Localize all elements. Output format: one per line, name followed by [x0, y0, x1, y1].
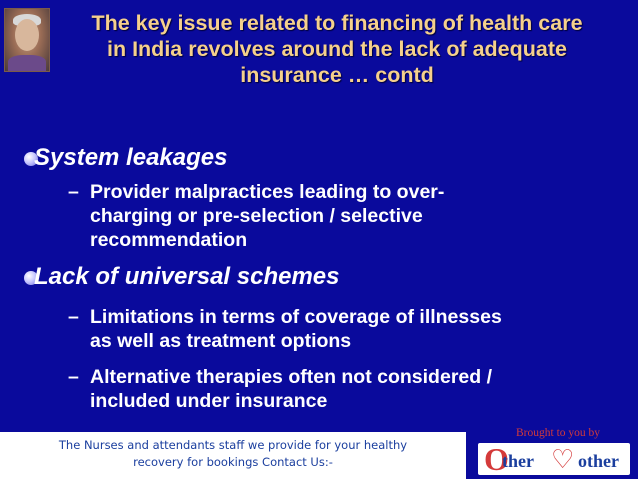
logo-text-ther: ther [502, 451, 534, 471]
sub-bullet-line: charging or pre-selection / selective [90, 205, 423, 227]
slide-title [52, 10, 622, 88]
title-line-1: The key issue related to financing of health care [91, 11, 583, 35]
sub-bullet-line: Limitations in terms of coverage of illnesses [90, 306, 502, 328]
contact-footer[interactable] [0, 432, 466, 479]
sub-bullet-alternative-therapies [68, 365, 492, 413]
photo-face [15, 19, 39, 51]
sub-bullet-line: Alternative therapies often not considered / [90, 366, 492, 388]
logo-o: O [484, 441, 509, 477]
sub-bullet-provider-malpractices [68, 180, 444, 252]
bullet-heading-system-leakages: System leakages [34, 144, 228, 171]
title-line-2: in India revolves around the lack of adequate [107, 37, 567, 61]
title-line-3: insurance … contd [240, 63, 434, 87]
heart-icon: ♡ [551, 444, 575, 474]
sub-bullet-limitations [68, 305, 502, 353]
photo-shirt [8, 55, 46, 71]
dash-marker: – [68, 306, 79, 328]
dash-marker: – [68, 181, 79, 203]
sub-bullet-line: recommendation [90, 229, 248, 251]
bullet-heading-universal-schemes: Lack of universal schemes [34, 263, 340, 290]
brought-to-you-by: Brought to you by [516, 427, 601, 439]
brand-logo[interactable] [478, 443, 630, 475]
presenter-photo [4, 8, 50, 72]
sub-bullet-line: as well as treatment options [90, 330, 352, 352]
footer-line-1: The Nurses and attendants staff we provide for your healthy [58, 438, 408, 452]
dash-marker: – [68, 366, 79, 388]
sub-bullet-line: Provider malpractices leading to over- [90, 181, 445, 203]
footer-line-2: recovery for bookings Contact Us:- [133, 455, 333, 469]
sub-bullet-line: included under insurance [90, 390, 328, 412]
logo-text-other: other [578, 451, 619, 471]
